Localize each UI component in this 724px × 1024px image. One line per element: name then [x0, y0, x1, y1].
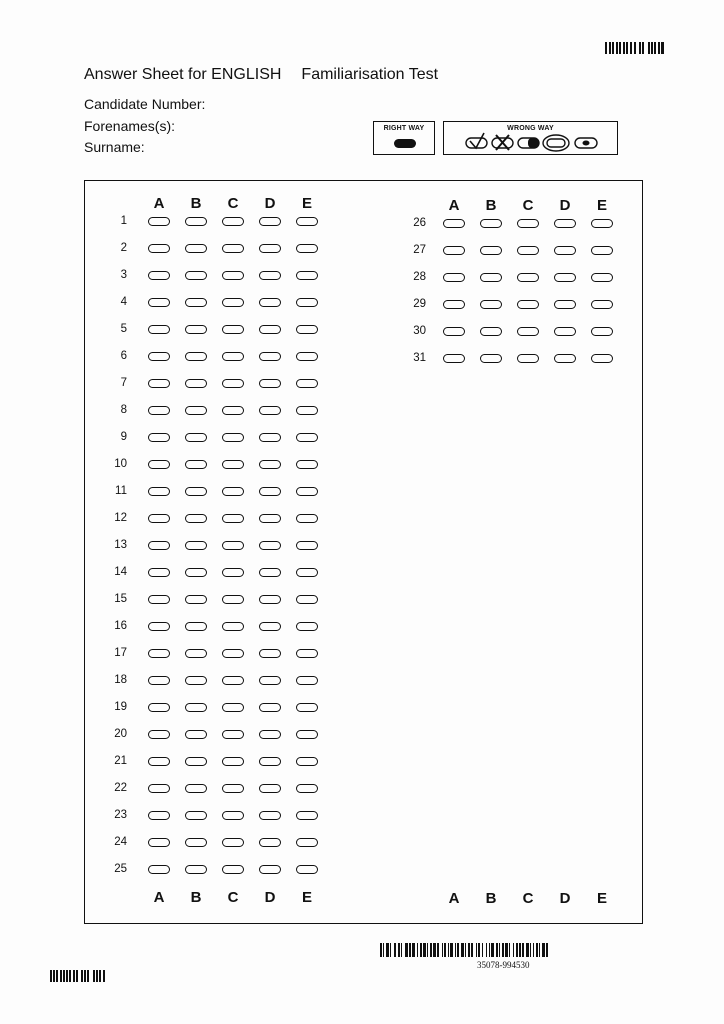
question-number: 11 — [115, 485, 127, 497]
answer-bubble-q12-e[interactable] — [296, 514, 318, 523]
answer-bubble-q14-b[interactable] — [185, 568, 207, 577]
answer-bubble-q15-e[interactable] — [296, 595, 318, 604]
answer-bubble-q20-b[interactable] — [185, 730, 207, 739]
answer-bubble-q24-a[interactable] — [148, 838, 170, 847]
answer-bubble-q2-e[interactable] — [296, 244, 318, 253]
answer-bubble-q20-d[interactable] — [259, 730, 281, 739]
wrong-way-label: WRONG WAY — [507, 125, 554, 132]
answer-bubble-q9-d[interactable] — [259, 433, 281, 442]
question-number: 4 — [120, 296, 127, 308]
answer-bubble-q29-d[interactable] — [554, 300, 576, 309]
circled-example-icon — [543, 135, 569, 151]
question-number: 13 — [114, 539, 127, 551]
answer-bubble-q16-a[interactable] — [148, 622, 170, 631]
answer-bubble-q22-e[interactable] — [296, 784, 318, 793]
answer-bubble-q13-e[interactable] — [296, 541, 318, 550]
answer-bubble-q2-d[interactable] — [259, 244, 281, 253]
answer-bubble-q31-e[interactable] — [591, 354, 613, 363]
answer-bubble-q30-e[interactable] — [591, 327, 613, 336]
answer-bubble-q26-a[interactable] — [443, 219, 465, 228]
answer-bubble-q20-a[interactable] — [148, 730, 170, 739]
answer-bubble-q19-b[interactable] — [185, 703, 207, 712]
left-header-option-e: E — [301, 195, 312, 212]
answer-bubble-q28-d[interactable] — [554, 273, 576, 282]
answer-bubble-q2-b[interactable] — [185, 244, 207, 253]
answer-bubble-q12-a[interactable] — [148, 514, 170, 523]
question-number: 26 — [413, 217, 426, 229]
left-header-option-d: D — [264, 195, 276, 212]
answer-bubble-q29-a[interactable] — [443, 300, 465, 309]
answer-bubble-q18-b[interactable] — [185, 676, 207, 685]
answer-bubble-q26-c[interactable] — [517, 219, 539, 228]
left-footer-option-c: C — [227, 889, 239, 906]
answer-bubble-q6-c[interactable] — [222, 352, 244, 361]
answer-bubble-q14-a[interactable] — [148, 568, 170, 577]
answer-bubble-q13-d[interactable] — [259, 541, 281, 550]
answer-bubble-q18-a[interactable] — [148, 676, 170, 685]
question-number: 20 — [114, 728, 127, 740]
answer-bubble-q17-e[interactable] — [296, 649, 318, 658]
right-footer-option-b: B — [485, 890, 497, 907]
answer-bubble-q21-c[interactable] — [222, 757, 244, 766]
answer-bubble-q8-e[interactable] — [296, 406, 318, 415]
answer-bubble-q26-e[interactable] — [591, 219, 613, 228]
answer-bubble-q10-d[interactable] — [259, 460, 281, 469]
answer-bubble-q22-b[interactable] — [185, 784, 207, 793]
question-number: 19 — [114, 701, 127, 713]
question-number: 10 — [114, 458, 127, 470]
answer-bubble-q18-c[interactable] — [222, 676, 244, 685]
answer-bubble-q1-d[interactable] — [259, 217, 281, 226]
answer-bubble-q27-c[interactable] — [517, 246, 539, 255]
question-number: 17 — [114, 647, 127, 659]
title-subject: Answer Sheet for ENGLISH — [84, 66, 282, 83]
question-number: 28 — [413, 271, 426, 283]
left-header-option-a: A — [153, 195, 165, 212]
left-header-option-b: B — [190, 195, 202, 212]
answer-bubble-q15-b[interactable] — [185, 595, 207, 604]
question-number: 27 — [413, 244, 426, 256]
top-barcode — [605, 42, 664, 54]
answer-bubble-q30-c[interactable] — [517, 327, 539, 336]
answer-bubble-q30-b[interactable] — [480, 327, 502, 336]
answer-bubble-q20-c[interactable] — [222, 730, 244, 739]
answer-bubble-q22-a[interactable] — [148, 784, 170, 793]
answer-bubble-q9-a[interactable] — [148, 433, 170, 442]
answer-bubble-q31-c[interactable] — [517, 354, 539, 363]
answer-bubble-q14-e[interactable] — [296, 568, 318, 577]
answer-bubble-q15-d[interactable] — [259, 595, 281, 604]
answer-bubble-q8-b[interactable] — [185, 406, 207, 415]
question-number: 24 — [114, 836, 127, 848]
answer-bubble-q29-e[interactable] — [591, 300, 613, 309]
answer-bubble-q7-e[interactable] — [296, 379, 318, 388]
answer-bubble-q27-b[interactable] — [480, 246, 502, 255]
answer-bubble-q16-e[interactable] — [296, 622, 318, 631]
right-way-label: RIGHT WAY — [383, 125, 425, 132]
answer-bubble-q6-e[interactable] — [296, 352, 318, 361]
right-footer-option-c: C — [522, 890, 534, 907]
answer-bubble-q13-a[interactable] — [148, 541, 170, 550]
answer-bubble-q16-c[interactable] — [222, 622, 244, 631]
answer-bubble-q10-c[interactable] — [222, 460, 244, 469]
answer-bubble-q1-b[interactable] — [185, 217, 207, 226]
serial-number: 35078-994530 — [477, 960, 530, 970]
answer-bubble-q13-c[interactable] — [222, 541, 244, 550]
answer-bubble-q13-b[interactable] — [185, 541, 207, 550]
answer-bubble-q27-a[interactable] — [443, 246, 465, 255]
answer-bubble-q7-a[interactable] — [148, 379, 170, 388]
answer-bubble-q2-a[interactable] — [148, 244, 170, 253]
answer-bubble-q19-d[interactable] — [259, 703, 281, 712]
answer-bubble-q26-d[interactable] — [554, 219, 576, 228]
answer-bubble-q9-c[interactable] — [222, 433, 244, 442]
answer-bubble-q4-d[interactable] — [259, 298, 281, 307]
answer-bubble-q7-b[interactable] — [185, 379, 207, 388]
answer-bubble-q1-e[interactable] — [296, 217, 318, 226]
answer-bubble-q18-e[interactable] — [296, 676, 318, 685]
filled-bubble-example — [394, 139, 416, 148]
answer-bubble-q3-c[interactable] — [222, 271, 244, 280]
answer-bubble-q19-c[interactable] — [222, 703, 244, 712]
dot-example-icon — [575, 138, 597, 148]
wrong-way-legend — [443, 121, 618, 155]
question-number: 22 — [114, 782, 127, 794]
answer-bubble-q21-d[interactable] — [259, 757, 281, 766]
answer-bubble-q24-b[interactable] — [185, 838, 207, 847]
answer-bubble-q23-d[interactable] — [259, 811, 281, 820]
right-footer-option-d: D — [559, 890, 571, 907]
answer-bubble-q22-d[interactable] — [259, 784, 281, 793]
half-filled-example-icon — [518, 138, 539, 148]
left-footer-option-a: A — [153, 889, 165, 906]
answer-bubble-q23-c[interactable] — [222, 811, 244, 820]
answer-bubble-q15-c[interactable] — [222, 595, 244, 604]
answer-bubble-q17-a[interactable] — [148, 649, 170, 658]
answer-bubble-q17-b[interactable] — [185, 649, 207, 658]
answer-bubble-q4-a[interactable] — [148, 298, 170, 307]
answer-bubble-q8-a[interactable] — [148, 406, 170, 415]
cross-mark-example-icon — [492, 135, 513, 150]
question-number: 30 — [413, 325, 426, 337]
answer-bubble-q3-b[interactable] — [185, 271, 207, 280]
answer-bubble-q25-c[interactable] — [222, 865, 244, 874]
answer-bubble-q14-c[interactable] — [222, 568, 244, 577]
answer-bubble-q27-e[interactable] — [591, 246, 613, 255]
answer-bubble-q10-b[interactable] — [185, 460, 207, 469]
answer-bubble-q25-a[interactable] — [148, 865, 170, 874]
answer-bubble-q11-d[interactable] — [259, 487, 281, 496]
answer-bubble-q7-c[interactable] — [222, 379, 244, 388]
candidate-number-label: Candidate Number: — [84, 96, 206, 112]
right-header-option-d: D — [559, 197, 571, 214]
answer-bubble-q5-e[interactable] — [296, 325, 318, 334]
answer-bubble-q8-d[interactable] — [259, 406, 281, 415]
right-header-option-b: B — [485, 197, 497, 214]
answer-bubble-q29-c[interactable] — [517, 300, 539, 309]
answer-bubble-q25-d[interactable] — [259, 865, 281, 874]
left-header-option-c: C — [227, 195, 239, 212]
answer-bubble-q2-c[interactable] — [222, 244, 244, 253]
answer-bubble-q20-e[interactable] — [296, 730, 318, 739]
answer-bubble-q16-d[interactable] — [259, 622, 281, 631]
question-number: 3 — [120, 269, 127, 281]
question-number: 6 — [120, 350, 127, 362]
answer-bubble-q3-a[interactable] — [148, 271, 170, 280]
answer-bubble-q25-b[interactable] — [185, 865, 207, 874]
right-footer-option-e: E — [596, 890, 607, 907]
answer-bubble-q21-b[interactable] — [185, 757, 207, 766]
question-number: 29 — [413, 298, 426, 310]
answer-bubble-q3-d[interactable] — [259, 271, 281, 280]
question-number: 21 — [114, 755, 127, 767]
question-number: 2 — [120, 242, 127, 254]
right-header-option-c: C — [522, 197, 534, 214]
question-number: 15 — [114, 593, 127, 605]
answer-bubble-q26-b[interactable] — [480, 219, 502, 228]
left-footer-option-b: B — [190, 889, 202, 906]
forenames-label: Forenames(s): — [84, 118, 176, 134]
answer-bubble-q30-a[interactable] — [443, 327, 465, 336]
right-header-option-e: E — [596, 197, 607, 214]
answer-bubble-q5-a[interactable] — [148, 325, 170, 334]
answer-bubble-q23-a[interactable] — [148, 811, 170, 820]
question-number: 18 — [114, 674, 127, 686]
page-title — [84, 66, 438, 84]
answer-bubble-q25-e[interactable] — [296, 865, 318, 874]
answer-bubble-q28-b[interactable] — [480, 273, 502, 282]
answer-bubble-q11-a[interactable] — [148, 487, 170, 496]
answer-bubble-q28-c[interactable] — [517, 273, 539, 282]
answer-bubble-q31-a[interactable] — [443, 354, 465, 363]
answer-bubble-q5-b[interactable] — [185, 325, 207, 334]
question-number: 9 — [120, 431, 127, 443]
answer-bubble-q21-e[interactable] — [296, 757, 318, 766]
right-footer-option-a: A — [448, 890, 460, 907]
answer-bubble-q22-c[interactable] — [222, 784, 244, 793]
question-number: 7 — [120, 377, 127, 389]
answer-bubble-q24-e[interactable] — [296, 838, 318, 847]
answer-bubble-q10-e[interactable] — [296, 460, 318, 469]
answer-bubble-q17-c[interactable] — [222, 649, 244, 658]
answer-bubble-q21-a[interactable] — [148, 757, 170, 766]
answer-bubble-q10-a[interactable] — [148, 460, 170, 469]
answer-bubble-q28-e[interactable] — [591, 273, 613, 282]
answer-bubble-q1-a[interactable] — [148, 217, 170, 226]
left-footer-option-d: D — [264, 889, 276, 906]
answer-bubble-q4-b[interactable] — [185, 298, 207, 307]
answer-bubble-q11-b[interactable] — [185, 487, 207, 496]
question-number: 25 — [114, 863, 127, 875]
answer-bubble-q30-d[interactable] — [554, 327, 576, 336]
answer-bubble-q29-b[interactable] — [480, 300, 502, 309]
answer-bubble-q14-d[interactable] — [259, 568, 281, 577]
question-number: 16 — [114, 620, 127, 632]
answer-bubble-q18-d[interactable] — [259, 676, 281, 685]
answer-bubble-q8-c[interactable] — [222, 406, 244, 415]
answer-bubble-q12-c[interactable] — [222, 514, 244, 523]
answer-bubble-q31-b[interactable] — [480, 354, 502, 363]
question-number: 23 — [114, 809, 127, 821]
answer-bubble-q4-c[interactable] — [222, 298, 244, 307]
answer-bubble-q16-b[interactable] — [185, 622, 207, 631]
surname-label: Surname: — [84, 139, 145, 155]
answer-bubble-q28-a[interactable] — [443, 273, 465, 282]
answer-bubble-q5-c[interactable] — [222, 325, 244, 334]
answer-bubble-q15-a[interactable] — [148, 595, 170, 604]
right-way-legend — [373, 121, 435, 155]
question-number: 31 — [413, 352, 426, 364]
answer-bubble-q9-b[interactable] — [185, 433, 207, 442]
answer-bubble-q24-c[interactable] — [222, 838, 244, 847]
right-header-option-a: A — [448, 197, 460, 214]
left-footer-option-e: E — [301, 889, 312, 906]
answer-bubble-q23-b[interactable] — [185, 811, 207, 820]
answer-bubble-q12-b[interactable] — [185, 514, 207, 523]
answer-bubble-q11-e[interactable] — [296, 487, 318, 496]
answer-bubble-q31-d[interactable] — [554, 354, 576, 363]
answer-bubble-q19-e[interactable] — [296, 703, 318, 712]
answer-bubble-q24-d[interactable] — [259, 838, 281, 847]
question-number: 14 — [114, 566, 127, 578]
answer-bubble-q7-d[interactable] — [259, 379, 281, 388]
answer-bubble-q17-d[interactable] — [259, 649, 281, 658]
question-number: 12 — [114, 512, 127, 524]
answer-bubble-q23-e[interactable] — [296, 811, 318, 820]
bottom-barcode — [380, 943, 548, 957]
answer-bubble-q12-d[interactable] — [259, 514, 281, 523]
wrong-way-examples — [444, 122, 619, 156]
question-number: 8 — [120, 404, 127, 416]
answer-bubble-q5-d[interactable] — [259, 325, 281, 334]
answer-bubble-q11-c[interactable] — [222, 487, 244, 496]
left-barcode — [50, 970, 105, 982]
answer-bubble-q19-a[interactable] — [148, 703, 170, 712]
answer-bubble-q4-e[interactable] — [296, 298, 318, 307]
tick-mark-example-icon — [466, 133, 487, 148]
answer-bubble-q1-c[interactable] — [222, 217, 244, 226]
title-test: Familiarisation Test — [301, 66, 439, 83]
question-number: 1 — [120, 215, 127, 227]
answer-bubble-q6-d[interactable] — [259, 352, 281, 361]
question-number: 5 — [120, 323, 127, 335]
answer-bubble-q6-b[interactable] — [185, 352, 207, 361]
answer-bubble-q27-d[interactable] — [554, 246, 576, 255]
answer-bubble-q9-e[interactable] — [296, 433, 318, 442]
answer-bubble-q6-a[interactable] — [148, 352, 170, 361]
answer-bubble-q3-e[interactable] — [296, 271, 318, 280]
